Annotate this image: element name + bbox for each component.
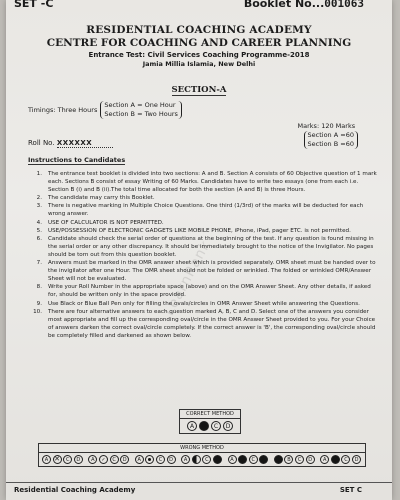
wrong-bubble: C (156, 455, 165, 464)
wrong-bubble: A (88, 455, 97, 464)
marks-label: Marks: 120 Marks (297, 122, 356, 130)
instruction-item (26, 259, 378, 283)
instruction-text: There is negative marking in Multiple Choice Questions. One third (1/3rd) of the marks will be deducted for each wrong answer. (48, 203, 364, 218)
answer-bubble: D (223, 421, 233, 431)
roll-number-field: XXXXXX (57, 139, 113, 148)
instruction-item (26, 227, 378, 235)
correct-method-box (179, 409, 241, 434)
marks-section-b: Section B =60 (307, 140, 354, 148)
instruction-number: 4. (36, 219, 42, 226)
wrong-bubble: C (202, 455, 211, 464)
wrong-bubble: A (42, 455, 51, 464)
wrong-bubble (331, 455, 340, 464)
roll-number-row (28, 139, 113, 148)
footer-academy: Residential Coaching Academy (14, 486, 136, 494)
timings-breakdown (100, 101, 182, 119)
instructions-heading: Instructions to Candidates (28, 156, 126, 164)
wrong-bubble (192, 455, 201, 464)
instruction-text: Write your Roll Number in the appropriate space (above) and on the OMR Answer Sheet. Any other details, if asked for, should be written only in the space provided. (48, 284, 371, 299)
instruction-item (26, 194, 378, 202)
instruction-number: 10. (33, 308, 42, 315)
instruction-item (26, 202, 378, 218)
instruction-number: 7. (36, 260, 42, 267)
wrong-bubble: ✓ (99, 455, 108, 464)
instruction-item (26, 283, 378, 299)
wrong-method-label: WRONG METHOD (39, 444, 365, 453)
timings-block (28, 101, 182, 119)
correct-method-label: CORRECT METHOD (180, 410, 240, 419)
instruction-number: 3. (36, 203, 42, 210)
marks-breakdown (304, 131, 358, 149)
instruction-number: 1. (36, 171, 42, 177)
instruction-number: 2. (36, 195, 42, 202)
exam-booklet-page (6, 0, 392, 500)
wrong-bubble: C (110, 455, 119, 464)
answer-bubble: C (211, 421, 221, 431)
instruction-text: Answers must be marked in the OMR answer sheet which is provided separately. OMR sheet must be handed over to the invigilator after one Hour. The OMR sheet should not be folded or wrinkled. The folded or wrinkled OMR/Answer Sheet will not be evaluated. (48, 260, 376, 283)
wrong-bubble: D (352, 455, 361, 464)
instruction-item (26, 219, 378, 227)
instruction-item (26, 235, 378, 259)
centre-title: CENTRE FOR COACHING AND CAREER PLANNING (46, 37, 352, 49)
wrong-bubble: D (167, 455, 176, 464)
answer-bubble: A (187, 421, 197, 431)
university-name: Jamia Millia Islamia, New Delhi (142, 60, 256, 68)
watermark-text: LearnRank (160, 237, 215, 319)
test-title: Entrance Test: Civil Services Coaching Programme-2018 (88, 51, 310, 59)
correct-bubbles (180, 419, 240, 433)
instruction-text: The entrance test booklet is divided into two sections: A and B. Section A consists of 60 Objective question of 1 mark each. Sections B consist of essay Writing of 60 Marks. Candidates have to write two essays (one from each i.e. Section B (i) and B (ii).The total time allocated for both the section (A and B) is three Hours. (48, 171, 377, 194)
timing-section-b: Section B = Two Hours (104, 110, 178, 118)
instruction-text: Use Black or Blue Ball Pen only for filling the ovals/circles in OMR Answer Sheet while answering the Questions. (48, 300, 360, 307)
wrong-bubble: D (120, 455, 129, 464)
footer-set: SET C (339, 486, 362, 494)
wrong-bubble (145, 455, 154, 464)
instruction-text: Candidate should check the serial order of questions at the beginning of the test. If any question is found missing in the serial order or any other discrepancy. It should be immediately brought to the notice of the Invigilator. No pages should be torn out from this question booklet. (48, 235, 374, 258)
instruction-number: 5. (36, 227, 42, 234)
wrong-bubble: A (181, 455, 190, 464)
timing-section-a: Section A = One Hour (104, 101, 176, 109)
wrong-bubble: C (249, 455, 258, 464)
academy-title: RESIDENTIAL COACHING ACADEMY (86, 24, 312, 36)
answer-bubble: B (199, 421, 209, 431)
instruction-text: There are four alternative answers to each question marked A, B, C and D. Select one of the answers you consider most appropriate and fill up the corresponding oval/circle in the OMR Answer Sheet provided to you. For your Choice of answers darken the correct oval/circle completely. If the correct answer is 'B', the corresponding oval/circle should be completely filled and darkened as shown below. (48, 308, 376, 339)
instruction-item (26, 300, 378, 308)
section-heading: SECTION-A (171, 85, 227, 95)
wrong-bubble: A (135, 455, 144, 464)
wrong-bubble (274, 455, 283, 464)
wrong-bubble: C (63, 455, 72, 464)
timings-label: Timings: Three Hours (28, 106, 98, 114)
instruction-text: USE/POSSESSION OF ELECTRONIC GADGETS LIKE MOBILE PHONE, iPhone, iPad, pager ETC. is not permitted. (48, 227, 351, 234)
wrong-bubble: A (320, 455, 329, 464)
roll-label: Roll No. (28, 139, 55, 147)
page-footer (6, 482, 392, 497)
wrong-bubble: C (295, 455, 304, 464)
marks-block (298, 122, 358, 149)
wrong-bubble (238, 455, 247, 464)
document-header (6, 24, 392, 69)
set-label: SET -C (14, 0, 54, 10)
instructions-list (26, 170, 378, 340)
instruction-number: 6. (36, 235, 42, 242)
instruction-text: USE OF CALCULATOR IS NOT PERMITTED. (48, 219, 164, 226)
booklet-number (244, 0, 364, 10)
wrong-bubble: ✕ (54, 455, 61, 463)
wrong-bubble (213, 455, 222, 464)
instruction-item (26, 308, 378, 340)
instruction-text: The candidate may carry this Booklet. (48, 195, 155, 202)
instruction-number: 8. (36, 284, 42, 291)
booklet-label: Booklet No... (243, 0, 325, 10)
marks-section-a: Section A =60 (307, 131, 354, 139)
wrong-bubble: D (74, 455, 83, 464)
wrong-bubble: B (284, 455, 293, 464)
instruction-number: 9. (36, 300, 42, 307)
wrong-method-box (38, 443, 366, 467)
wrong-bubble (259, 455, 268, 464)
wrong-bubble: C (341, 455, 350, 464)
booklet-number-value: 001063 (324, 0, 364, 10)
instruction-item (26, 170, 378, 194)
wrong-bubbles (39, 453, 365, 466)
wrong-bubble: D (306, 455, 315, 464)
top-bar (6, 0, 392, 14)
wrong-bubble: A (228, 455, 237, 464)
